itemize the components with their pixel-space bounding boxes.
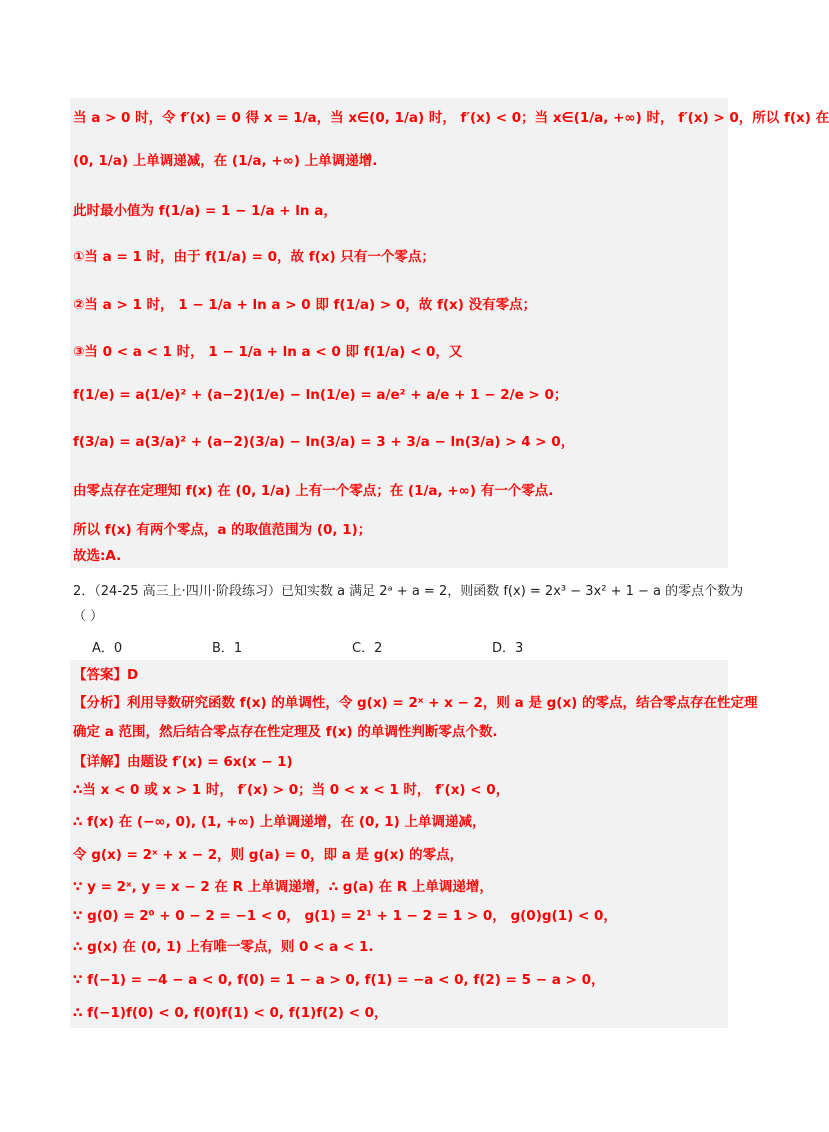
detail-line7: ∴ g(x) 在 (0, 1) 上有唯一零点，则 0 < a < 1.: [73, 939, 374, 955]
solution1-case3: ③当 0 < a < 1 时， 1 − 1/a + ln a < 0 即 f(1/a) < 0，又: [73, 344, 463, 360]
solution1-conclusion: 由零点存在定理知 f(x) 在 (0, 1/a) 上有一个零点；在 (1/a, +∞) 有一个零点.: [73, 483, 554, 499]
detail-line5: ∵ y = 2ˣ, y = x − 2 在 R 上单调递增，∴ g(a) 在 R 上单调递增，: [73, 879, 493, 895]
solution1-case1: ①当 a = 1 时，由于 f(1/a) = 0，故 f(x) 只有一个零点；: [73, 249, 435, 265]
solution1-range: 所以 f(x) 有两个零点，a 的取值范围为 (0, 1)；: [73, 522, 372, 538]
detail-line8: ∵ f(−1) = −4 − a < 0, f(0) = 1 − a > 0, f(1) = −a < 0, f(2) = 5 − a > 0，: [73, 972, 605, 988]
solution1-line1: 当 a > 0 时，令 f′(x) = 0 得 x = 1/a，当 x∈(0, 1/a) 时， f′(x) < 0；当 x∈(1/a, +∞) 时， f′(x) > 0，所以 f(x) 在: [73, 110, 829, 126]
detail-line6: ∵ g(0) = 2⁰ + 0 − 2 = −1 < 0， g(1) = 2¹ + 1 − 2 = 1 > 0， g(0)g(1) < 0，: [73, 908, 617, 924]
option-d: D．3: [492, 641, 524, 656]
detail-line2: ∴当 x < 0 或 x > 1 时， f′(x) > 0；当 0 < x < 1 时， f′(x) < 0，: [73, 782, 510, 798]
solution1-line2: (0, 1/a) 上单调递减，在 (1/a, +∞) 上单调递增.: [73, 153, 378, 169]
solution1-line3: 此时最小值为 f(1/a) = 1 − 1/a + ln a，: [73, 203, 337, 219]
question2-text: 2．（24-25 高三上·四川·阶段练习）已知实数 a 满足 2ᵃ + a = 2，则函数 f(x) = 2x³ − 3x² + 1 − a 的零点个数为: [73, 584, 744, 599]
detail-line3: ∴ f(x) 在 (−∞, 0), (1, +∞) 上单调递增，在 (0, 1) 上单调递减，: [73, 814, 486, 830]
answer-label: 【答案】D: [73, 667, 139, 683]
question2-paren: （ ）: [73, 609, 104, 624]
detail-line9: ∴ f(−1)f(0) < 0, f(0)f(1) < 0, f(1)f(2) < 0，: [73, 1005, 388, 1021]
detail-line4: 令 g(x) = 2ˣ + x − 2，则 g(a) = 0，即 a 是 g(x) 的零点，: [73, 847, 464, 863]
option-a: A．0: [92, 641, 123, 656]
solution1-eq-f1e: f(1/e) = a(1/e)² + (a−2)(1/e) − ln(1/e) = a/e² + a/e + 1 − 2/e > 0；: [73, 387, 568, 403]
solution1-choice: 故选:A.: [73, 548, 122, 564]
analysis-line1: 【分析】利用导数研究函数 f(x) 的单调性，令 g(x) = 2ˣ + x − 2，则 a 是 g(x) 的零点，结合零点存在性定理: [73, 695, 758, 711]
analysis-line2: 确定 a 范围，然后结合零点存在性定理及 f(x) 的单调性判断零点个数.: [73, 724, 498, 740]
solution1-eq-f3a: f(3/a) = a(3/a)² + (a−2)(3/a) − ln(3/a) = 3 + 3/a − ln(3/a) > 4 > 0，: [73, 434, 575, 450]
detail-line1: 【详解】由题设 f′(x) = 6x(x − 1): [73, 754, 293, 770]
option-c: C．2: [352, 641, 383, 656]
option-b: B．1: [212, 641, 243, 656]
solution1-case2: ②当 a > 1 时， 1 − 1/a + ln a > 0 即 f(1/a) > 0，故 f(x) 没有零点；: [73, 297, 537, 313]
